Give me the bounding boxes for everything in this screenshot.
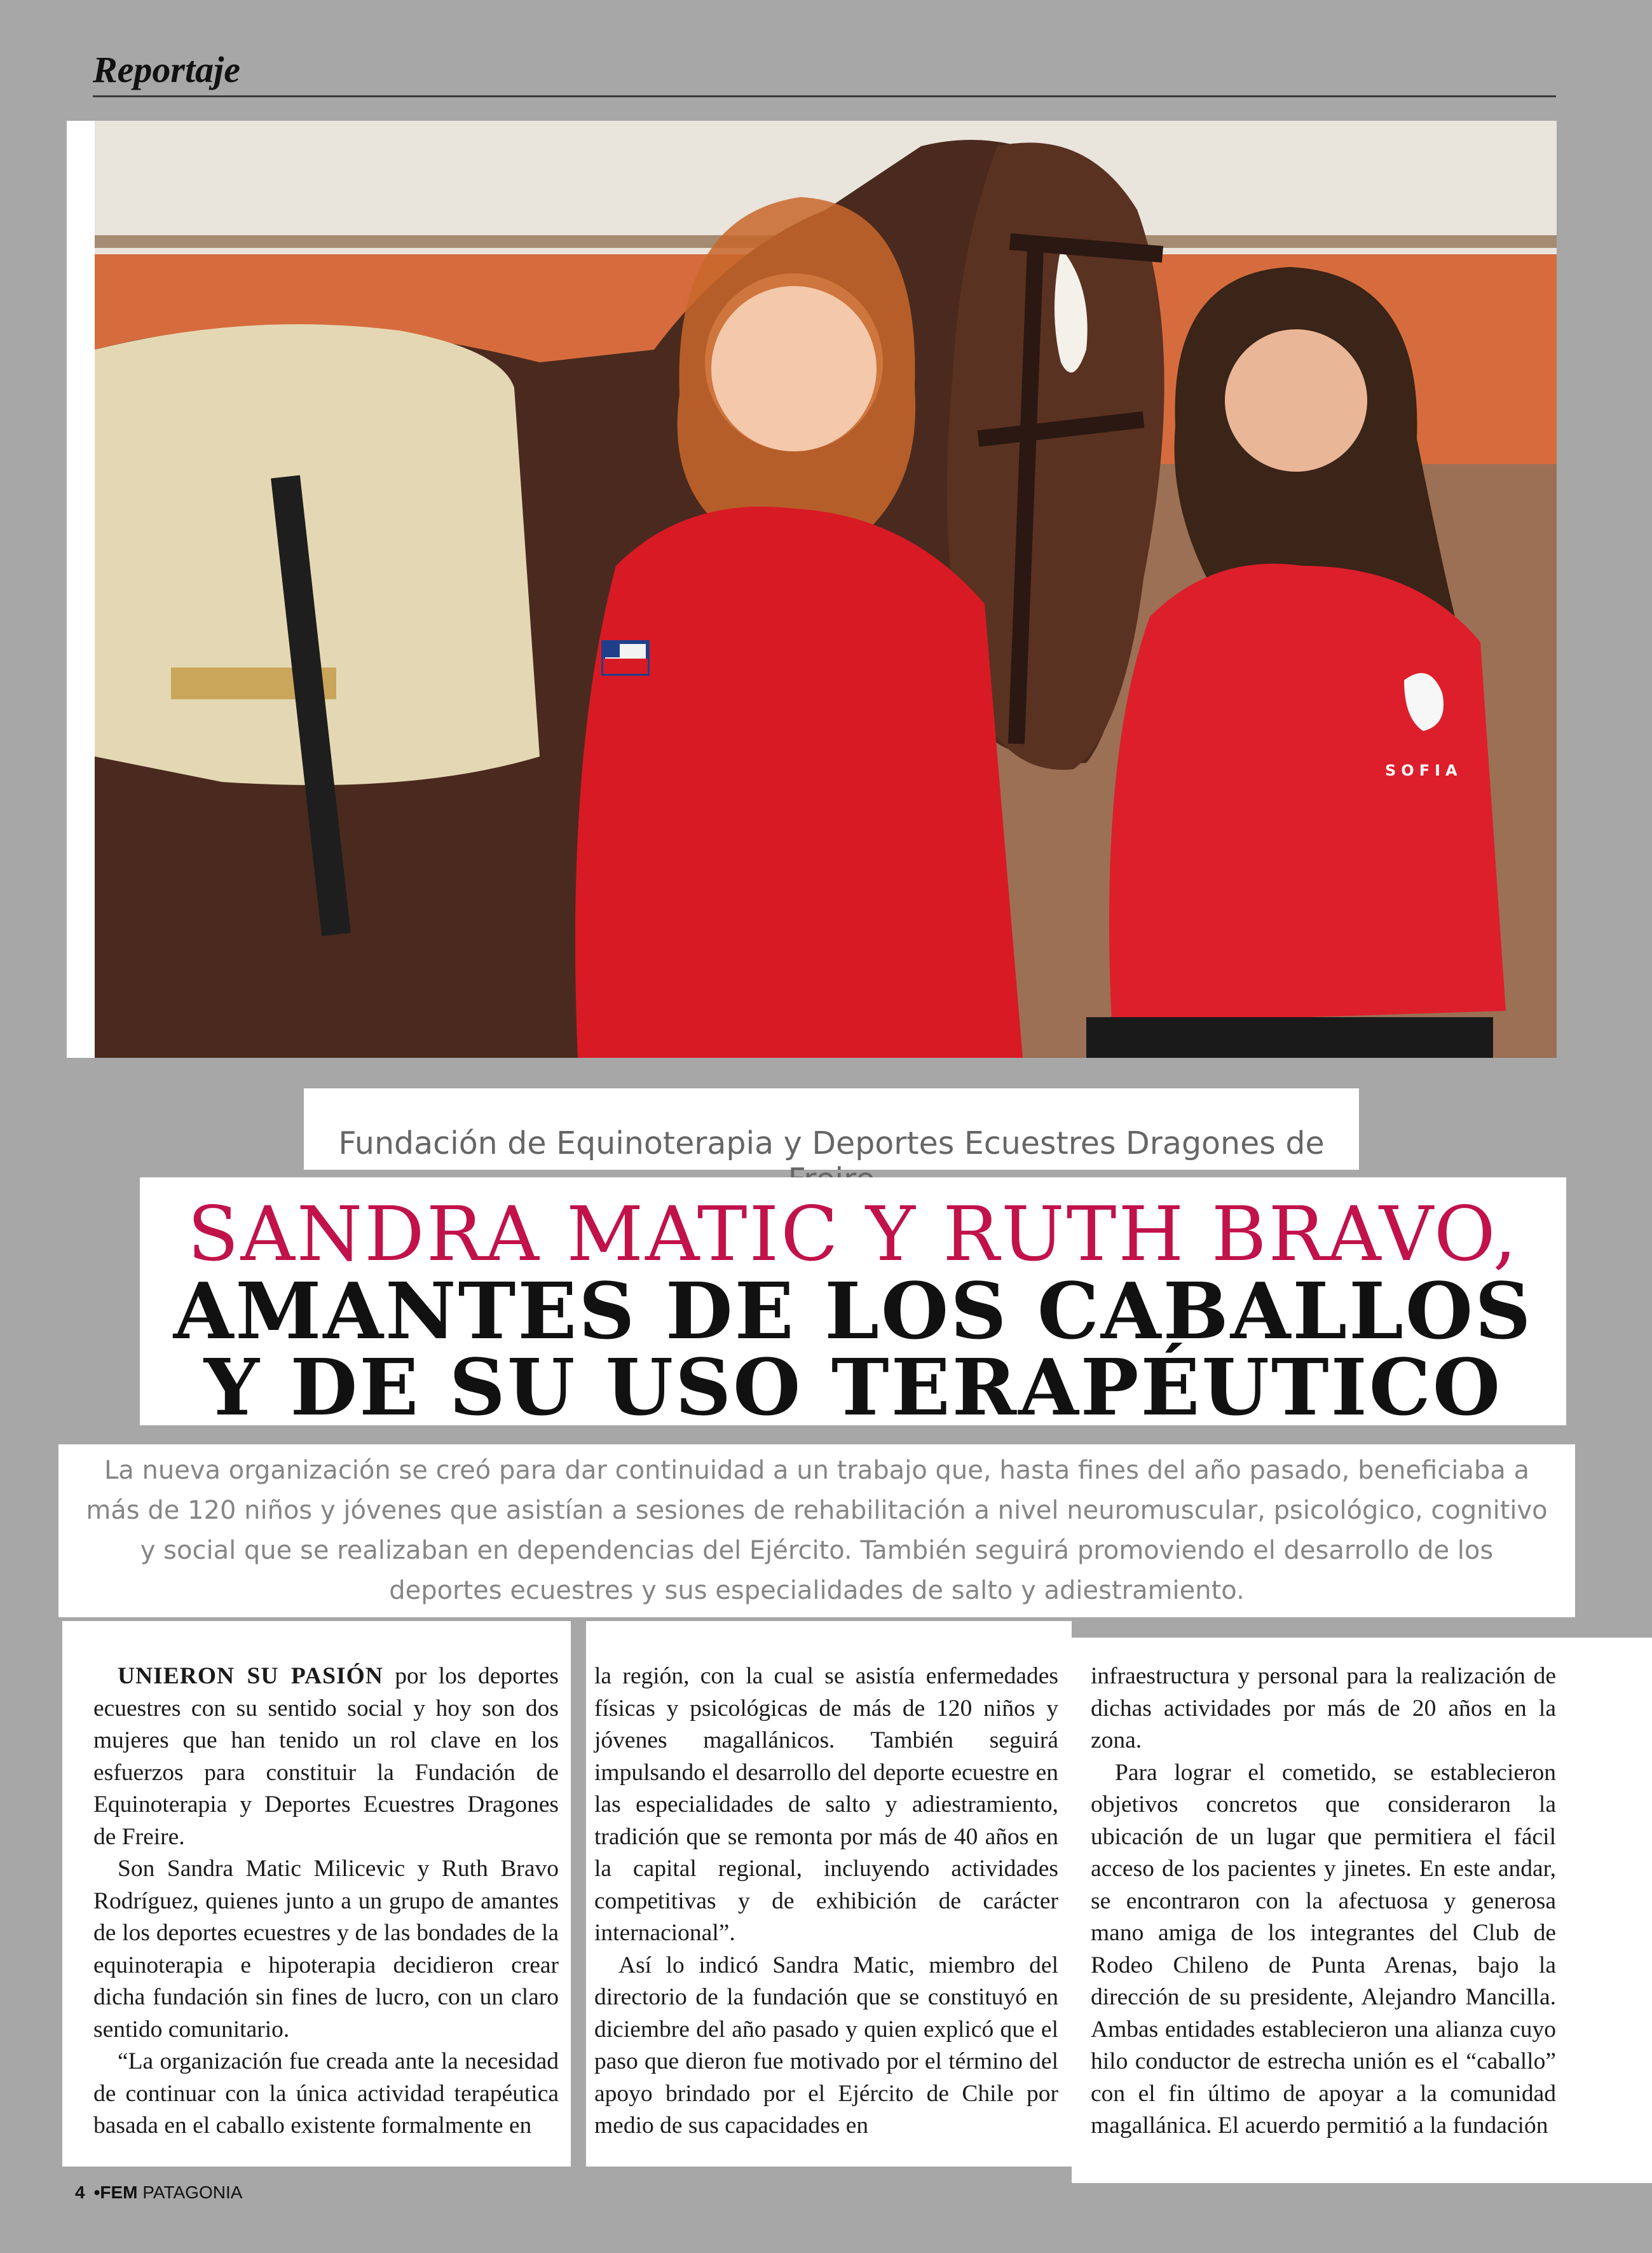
headline-line-1: SANDRA MATIC Y RUTH BRAVO, [187, 1190, 1519, 1278]
headline-line-3: Y DE SU USO TERAPÉUTICO [203, 1341, 1503, 1433]
headline-box [140, 1177, 1566, 1433]
paragraph-7: Para lograr el cometido, se establecieron objetivos concretos que consideraron la ubicación de un lugar que permitiera el fácil acceso de los pacientes y jinetes. En este andar, se encontraron con la afectuosa y generosa mano amiga de los integrantes del Club de Rodeo Chileno de Punta Arenas, bajo la dirección de su presidente, Alejandro Mancilla. Ambas entidades establecieron una alianza cuyo hilo conductor de estrecha unión es el “caballo” con el fin último de apoyar a la comunidad magallánica. El acuerdo permitió a la fundación [1091, 1759, 1556, 2139]
jacket-logo-text: SOFIA [1385, 762, 1463, 779]
ruth-jacket [1109, 564, 1506, 1024]
lead-in: UNIERON SU PASIÓN [118, 1663, 383, 1689]
hero-photo-illustration [95, 121, 1557, 1058]
paragraph-1-text: por los deportes ecuestres con su sentido social y hoy son dos mujeres que han tenido un rol clave en los esfuerzos para constituir la Fundación de Equinoterapia y Deportes Ecuestres Dragones de Freire. [93, 1663, 559, 1850]
sandra-jacket [575, 507, 1023, 1058]
magazine-brand: •FEM [93, 2182, 138, 2202]
paragraph-6: infraestructura y personal para la realización de dichas actividades por más de 20 años en la zona. [1091, 1663, 1556, 1753]
paragraph-1 [93, 1661, 559, 1853]
paragraph-5: Así lo indicó Sandra Matic, miembro del directorio de la fundación que se constituyó en diciembre del año pasado y quien explicó que el paso que dieron fue motivado por el término del apoyo brindado por el Ejército de Chile por medio de sus capacidades en [594, 1952, 1058, 2139]
lead-box [58, 1444, 1575, 1617]
section-rule [93, 95, 1556, 97]
ruth-pants [1086, 1017, 1493, 1058]
hero-photo [67, 121, 1557, 1058]
article-column-1 [93, 1661, 559, 2142]
headline-line-2: AMANTES DE LOS CABALLOS [173, 1265, 1533, 1357]
magazine-edition: PATAGONIA [142, 2182, 243, 2202]
article-column-3 [1091, 1661, 1556, 2142]
kicker-box [304, 1088, 1359, 1170]
kicker: Fundación de Equinoterapia y Deportes Ecuestres Dragones de [338, 1125, 1325, 1161]
page-footer [75, 2182, 242, 2203]
lead-paragraph: La nueva organización se creó para dar continuidad a un trabajo que, hasta fines del año pasado, beneficiaba a más de 120 niños y jóvenes que asistían a sesiones de rehabilitación a nivel neuromuscular, psicológico, cognitivo y social que se realizaban en dependencias del Ejército. También seguirá promoviendo el desarrollo de los deportes ecuestres y sus especialidades de salto y adiestramiento. [86, 1456, 1548, 1605]
page-number: 4 [75, 2182, 85, 2202]
paragraph-3: “La organización fue creada ante la necesidad de continuar con la única actividad terapéutica basada en el caballo existente formalmente en [93, 2048, 559, 2139]
paragraph-4: la región, con la cual se asistía enfermedades físicas y psicológicas de más de 120 niños y jóvenes magallánicos. También seguirá impulsando el desarrollo del deporte ecuestre en las especialidades de salto y adiestramiento, tradición que se remonta por más de 40 años en la capital regional, incluyendo actividades competitivas y de exhibición de carácter internacional”. [594, 1663, 1058, 1946]
section-label: Reportaje [93, 49, 240, 90]
article-column-2 [594, 1661, 1058, 2142]
paragraph-2: Son Sandra Matic Milicevic y Ruth Bravo Rodríguez, quienes junto a un grupo de amantes de los deportes ecuestres y de las bondades de la equinoterapia e hipoterapia decidieron crear dicha fundación sin fines de lucro, con un claro sentido comunitario. [93, 1856, 559, 2043]
